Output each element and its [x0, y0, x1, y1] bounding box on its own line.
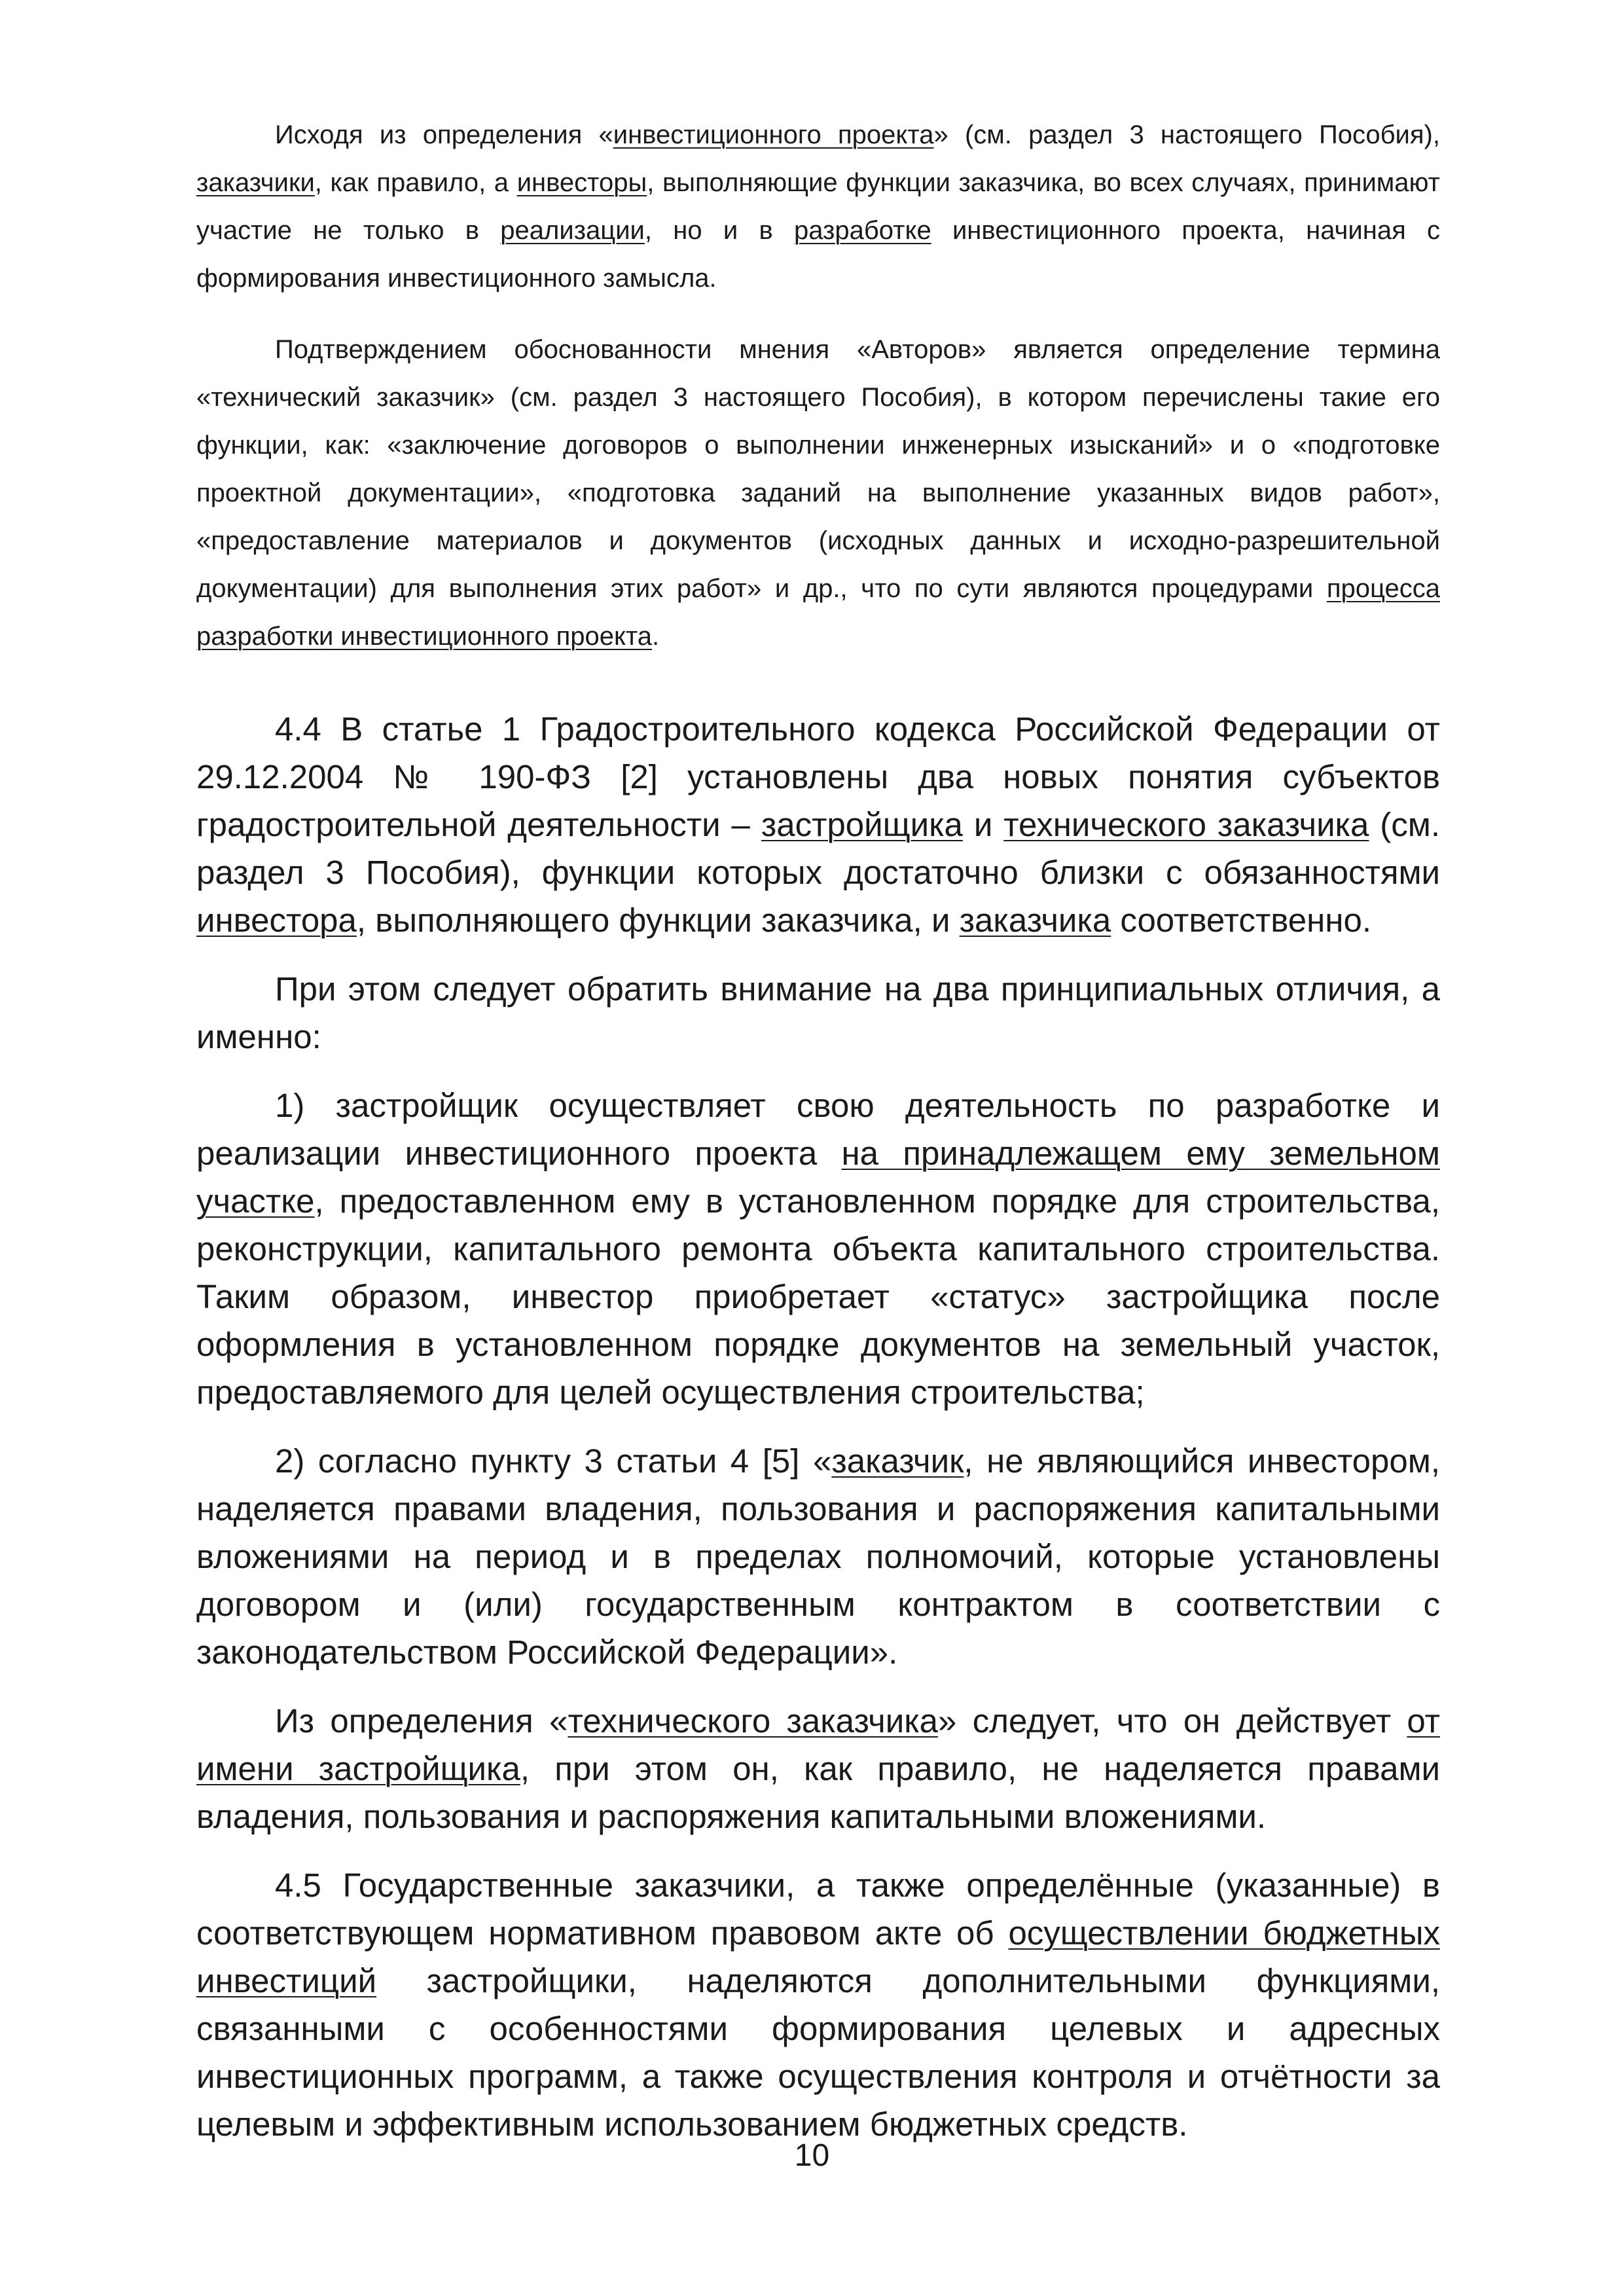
text-run: , но и в [644, 216, 795, 245]
term-link: от имени застройщика [196, 1702, 1441, 1787]
term-link: заказчики [196, 168, 315, 197]
text-run: 4.5 Государственные заказчики, а также определённые (указанные) в соответствующем нормативном правовом акте об [196, 1867, 1440, 1952]
paragraph-investment-project-definition [196, 111, 1440, 302]
text-run: » следует, что он действует [938, 1702, 1407, 1740]
term-link: инвесторы [516, 168, 647, 197]
text-run: Исходя из определения « [275, 120, 613, 149]
page-number: 10 [794, 2138, 830, 2173]
text-run: Из определения « [275, 1702, 568, 1740]
text-run: 4.4 В статье 1 Градостроительного кодекса Российской Федерации от 29.12.2004 № 190-ФЗ [2] установлены два новых понятия субъектов градостроительной деятельности – [196, 710, 1440, 843]
text-run: , как правило, а [314, 168, 517, 197]
term-link: заказчика [959, 902, 1111, 939]
text-run: Подтверждением обоснованности мнения «Авторов» является определение термина «технический заказчик» (см. раздел 3 настоящего Пособия), в котором перечислены такие его функции, как: «заключение договоров о выполнении инженерных изысканий» и о «подготовке проектной документации», «подготовка заданий на выполнение указанных видов работ», «предоставление материалов и документов (исходных данных и исходно-разрешительной документации) для выполнения этих работ» и др., что по сути являются процедурами [196, 335, 1440, 603]
text-run: . [652, 622, 660, 651]
list-item-1-developer [196, 1082, 1440, 1416]
term-link: заказчик [831, 1442, 964, 1480]
paragraph-section-4-5 [196, 1861, 1440, 2148]
text-run: , предоставленном ему в установленном порядке для строительства, реконструкции, капитального ремонта объекта капитального строительства. Таким образом, инвестор приобретает «статус» застройщика после оформления в установленном порядке документов на земельный участок, предоставляемого для целей осуществления строительства; [196, 1182, 1440, 1411]
term-link: разработке [794, 216, 931, 245]
document-page [196, 111, 1440, 2148]
term-link: осуществлении бюджетных инвестиций [196, 1914, 1440, 1999]
term-link: технического заказчика [568, 1702, 939, 1740]
term-link: на принадлежащем ему земельном участке [196, 1135, 1440, 1220]
term-link: реализации [500, 216, 645, 245]
term-link: технического заказчика [1003, 806, 1369, 843]
term-link: инвестора [196, 902, 357, 939]
text-run: При этом следует обратить внимание на два принципиальных отличия, а именно: [196, 970, 1440, 1055]
term-link: инвестиционного проекта [613, 120, 934, 149]
term-link: застройщика [761, 806, 963, 843]
text-run: застройщики, наделяются дополнительными функциями, связанными с особенностями формирования целевых и адресных инвестиционных программ, а также осуществления контроля и отчётности за целевым и эффективным использованием бюджетных средств. [196, 1962, 1440, 2143]
text-run: , при этом он, как правило, не наделяется правами владения, пользования и распоряжения капитальными вложениями. [196, 1750, 1440, 1835]
text-run: , не являющийся инвестором, наделяется правами владения, пользования и распоряжения капитальными вложениями на период и в пределах полномочий, которые установлены договором и (или) государственным контрактом в соответствии с законодательством Российской Федерации». [196, 1442, 1440, 1671]
text-run: 1) застройщик осуществляет свою деятельность по разработке и реализации инвестиционного проекта [196, 1087, 1440, 1172]
text-run: , выполняющие функции заказчика, во всех случаях, принимают участие не только в [196, 168, 1440, 245]
text-run: инвестиционного проекта, начиная с формирования инвестиционного замысла. [196, 216, 1441, 293]
paragraph-section-4-4 [196, 705, 1440, 944]
paragraph-two-differences [196, 965, 1440, 1061]
paragraph-technical-customer-acts [196, 1697, 1440, 1840]
text-run: » (см. раздел 3 настоящего Пособия), [933, 120, 1440, 149]
text-run: соответственно. [1111, 902, 1371, 939]
text-run: (см. раздел 3 Пособия), функции которых достаточно близки с обязанностями [196, 806, 1440, 891]
text-run: , выполняющего функции заказчика, и [356, 902, 960, 939]
term-link: процесса разработки инвестиционного проекта [196, 574, 1440, 651]
text-run: 2) согласно пункту 3 статьи 4 [5] « [275, 1442, 832, 1480]
text-run: и [962, 806, 1004, 843]
list-item-2-customer [196, 1437, 1440, 1676]
paragraph-technical-customer-functions [196, 326, 1440, 661]
